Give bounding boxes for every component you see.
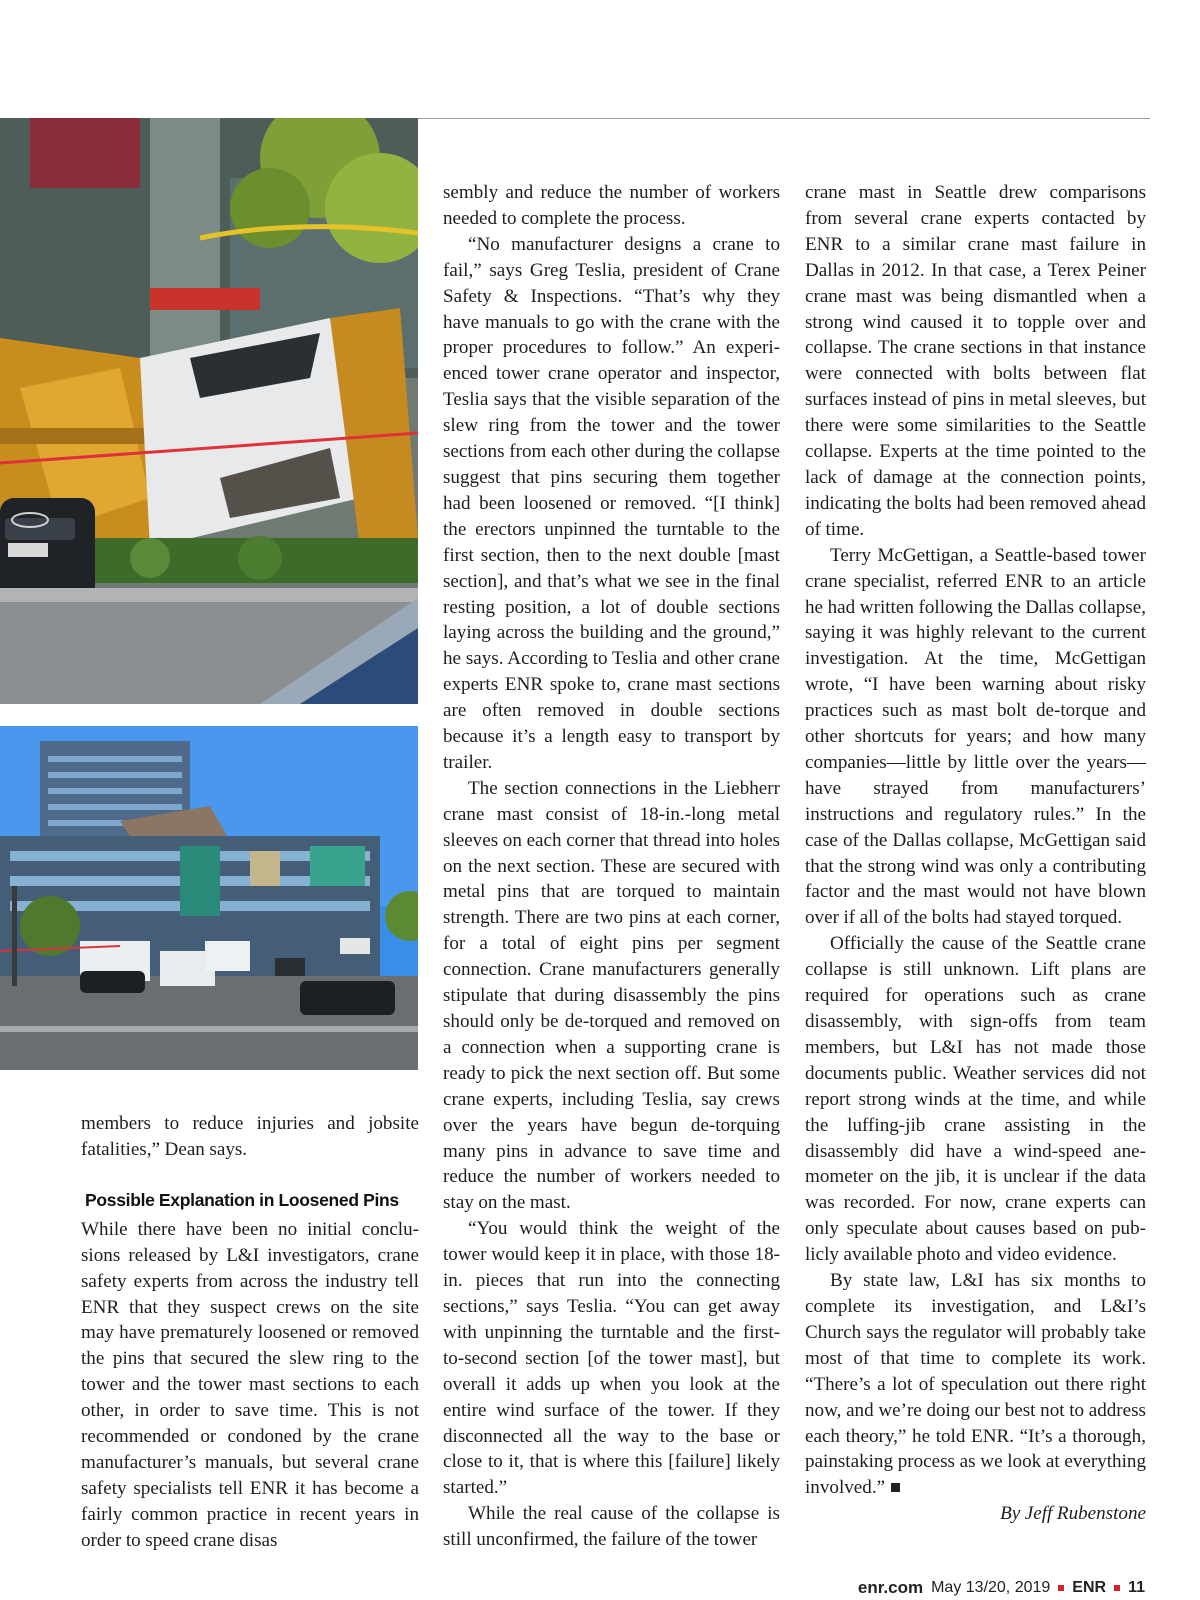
paragraph: members to reduce injuries and jobsite fatalities,” Dean says. <box>81 1113 419 1160</box>
crane-collapse-photo <box>0 118 418 704</box>
page-number: 11 <box>1128 1579 1145 1596</box>
paragraph: While there have been no initial conclusions released by L&I investigators, crane safety experts from across the industry tell ENR that they suspect crews on the site may have prematurely loosened or removed the pins that secured the slew ring to the tower and the tower mast sections to each other, in order to save time. This is not recommended or condoned by the crane manufacturer’s manuals, but several crane safety specialists tell ENR it has become a fairly common practice in recent years in order to speed crane disas <box>81 1218 419 1551</box>
footer-site[interactable]: enr.com <box>857 1578 924 1597</box>
header-rule <box>418 118 1150 119</box>
byline: By Jeff Rubenstone <box>1000 1503 1146 1525</box>
paragraph: “No manufacturer designs a crane to fail,” says Greg Teslia, president of Crane Safety & Inspections. “That’s why they have manuals to go with the crane with the proper procedures to follow.” An experienced tower crane operator and inspector, Teslia says that the visible separation of the slew ring from the tower and the tower sections from each other during the collapse suggest that pins securing them together had been loosened or removed. “[I think] the erectors unpinned the turntable to the first section, then to the next double [mast section], and that’s what we see in the final resting position, a lot of double sections laying across the building and the ground,” he says. According to Teslia and other crane experts ENR spoke to, crane mast sections are often removed in double sections because it’s a length easy to transport by trailer. <box>443 233 780 773</box>
paragraph: sembly and reduce the number of workers needed to complete the process. <box>443 182 780 229</box>
footer-date: May 13/20, 2019 <box>931 1579 1051 1596</box>
paragraph: The section connections in the Liebherr crane mast consist of 18-in.-long metal sleeves on each corner that thread into holes on the next section. These are secured with metal pins that are torqued to maintain strength. There are two pins at each corner, for a total of eight pins per segment connection. Crane manufacturers generally stipulate that during disassembly the pins should only be de-torqued and removed on a connection when a supporting crane is ready to pick the next section off. But some crane experts, including Teslia, say crews over the years have begun de-torquing many pins in advance to save time and reduce the number of workers needed to stay on the mast. <box>443 777 780 1214</box>
paragraph <box>805 1268 1146 1501</box>
building-emergency-photo <box>0 726 418 1070</box>
separator-icon <box>1058 1585 1064 1591</box>
separator-icon <box>1114 1585 1120 1591</box>
paragraph: While the real cause of the collapse is still unconfirmed, the failure of the tower <box>443 1503 780 1551</box>
footer-brand: ENR <box>1072 1579 1107 1596</box>
paragraph: “You would think the weight of the tower would keep it in place, with those 18-in. pieces that run into the connecting sections,” says Teslia. “You can get away with unpinning the turntable and the first-to-second section [of the tower mast], but overall it adds up when you look at the entire wind surface of the tower. If they disconnected all the way to the base or close to it, that is where this [failure] likely started.” <box>443 1218 780 1499</box>
section-subhead: Possible Explanation in Loosened Pins <box>85 1189 399 1210</box>
paragraph: Officially the cause of the Seattle crane collapse is still unknown. Lift plans are required for operations such as crane disassembly, with sign-offs from team members, but L&I has not made those documents public. Weather services did not report strong winds at the time, and while the luffing-jib crane assisting in the disassembly did have a wind-speed anemometer on the jib, it is unclear if the data was recorded. For now, crane experts can only speculate about causes based on publicly available photo and video evidence. <box>805 933 1146 1266</box>
paragraph: crane mast in Seattle drew comparisons from several crane experts contacted by ENR to a similar crane mast failure in Dallas in 2012. In that case, a Terex Peiner crane mast was being dismantled when a strong wind caused it to topple over and collapse. The crane sections in that instance were connected with bolts between flat surfaces instead of pins in metal sleeves, but there were some similarities to the Seattle collapse. Experts at the time pointed to the lack of damage at the connection points, indicating the bolts had been removed ahead of time. <box>805 182 1146 540</box>
article-column-2 <box>443 180 780 1553</box>
paragraph-text: By state law, L&I has six months to complete its investigation, and L&I’s Church says the regulator will probably take most of that time to complete its work. “There’s a lot of speculation out there right now, and we’re doing our best not to address each theory,” he told ENR. “It’s a thorough, painstaking process as we look at everything involved.” <box>805 1270 1146 1499</box>
article-column-3 <box>805 180 1146 1527</box>
end-mark-icon <box>891 1483 900 1492</box>
paragraph: Terry McGettigan, a Seattle-based tower crane specialist, referred ENR to an article he had written following the Dallas collapse, saying it was highly relevant to the current investigation. At the time, McGettigan wrote, “I have been warning about risky practices such as mast bolt de-torque and other shortcuts for years; and how many companies—little by little over the years—have strayed from manufacturers’ instructions and regulatory rules.” In the case of the Dallas collapse, McGettigan said that the strong wind was only a contributing factor and the mast would not have blown over if all of the bolts had stayed torqued. <box>805 544 1146 929</box>
article-column-1 <box>81 1111 419 1554</box>
page-footer <box>858 1578 1145 1598</box>
